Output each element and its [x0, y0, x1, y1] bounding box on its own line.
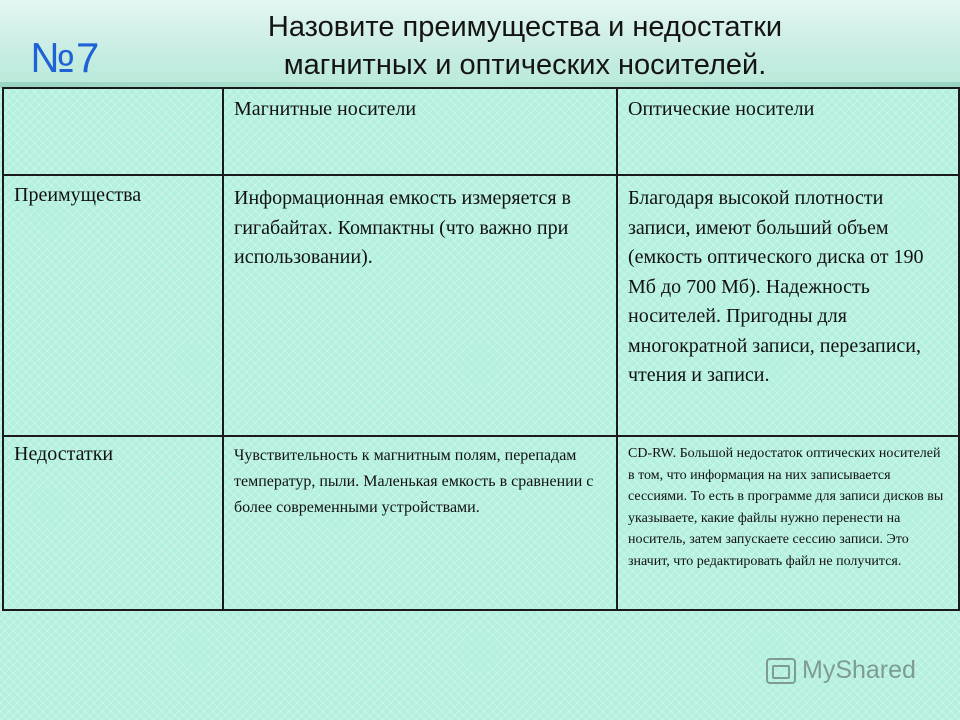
header-optical: Оптические носители: [617, 88, 959, 175]
row-label-disadvantages: Недостатки: [3, 436, 223, 610]
myshared-watermark: [766, 656, 916, 685]
slide-title-line-2: магнитных и оптических носителей.: [283, 49, 767, 81]
cell-disadvantages-magnetic: Чувствительность к магнитным полям, перепадам температур, пыли. Маленькая емкость в сравнении с более современными устройствами.: [223, 436, 617, 610]
cell-advantages-magnetic: Информационная емкость измеряется в гигабайтах. Компактны (что важно при использовании).: [223, 175, 617, 436]
table-row-disadvantages: [3, 436, 959, 610]
comparison-table: [2, 87, 960, 611]
slide-number: №7: [30, 34, 101, 81]
table-header-row: [3, 88, 959, 175]
cell-disadvantages-optical: CD-RW. Большой недостаток оптических носителей в том, что информация на них записывается сессиями. То есть в программе для записи дисков вы указываете, какие файлы нужно перенести на носитель, затем запускаете сессию записи. Это значит, что редактировать файл не получится.: [617, 436, 959, 610]
cell-advantages-optical: Благодаря высокой плотности записи, имеют больший объем (емкость оптического диска от 190 Мб до 700 Мб). Надежность носителей. Пригодны для многократной записи, перезаписи, чтения и записи.: [617, 175, 959, 436]
slide-title: [200, 8, 850, 84]
row-label-advantages: Преимущества: [3, 175, 223, 436]
table-corner-cell: [3, 88, 223, 175]
presentation-board-icon: [766, 658, 796, 684]
slide-title-line-1: Назовите преимущества и недостатки: [267, 11, 783, 43]
table-row-advantages: [3, 175, 959, 436]
header-magnetic: Магнитные носители: [223, 88, 617, 175]
watermark-text: MyShared: [802, 656, 916, 684]
